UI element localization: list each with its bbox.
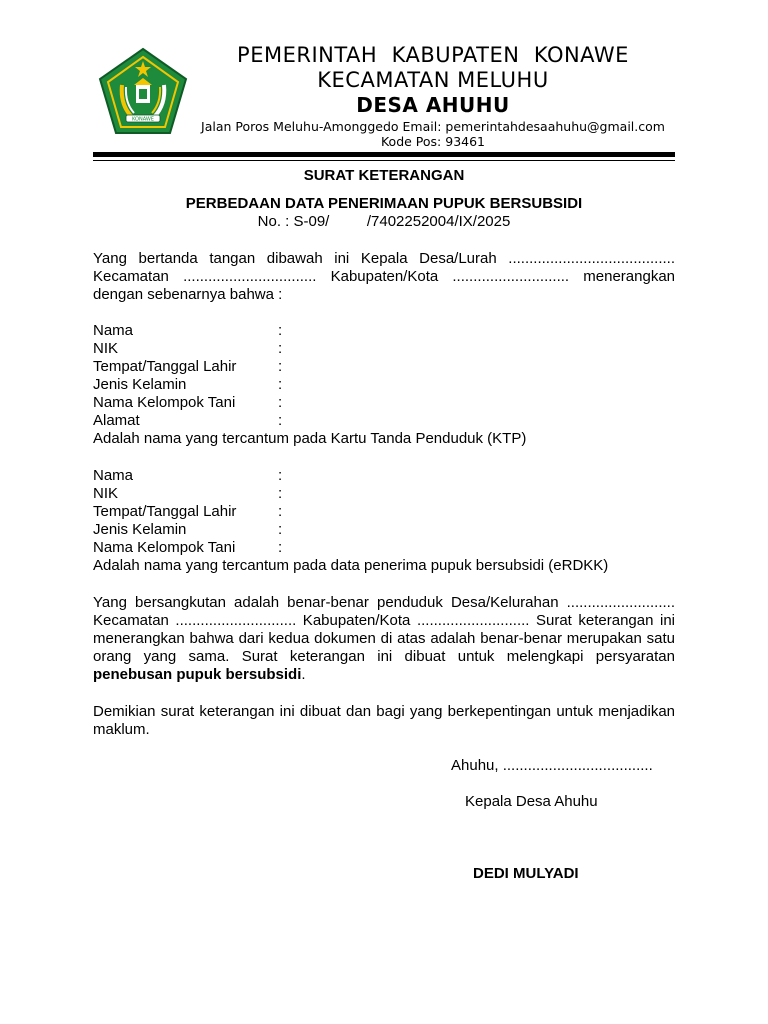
statement-bold: penebusan pupuk bersubsidi: [93, 666, 302, 683]
field-label: NIK: [93, 485, 119, 502]
closing-paragraph: Demikian surat keterangan ini dibuat dan bagi yang berkepentingan untuk menjadikan maklum.: [93, 703, 675, 738]
letter-number: No. : S-09/ /7402252004/IX/2025: [257, 213, 511, 230]
section2-fields: [93, 467, 675, 575]
letterhead-divider-thin: [93, 160, 675, 161]
field-label: NIK: [93, 340, 119, 357]
letter-subject: PERBEDAAN DATA PENERIMAAN PUPUK BERSUBSIDI: [185, 195, 583, 212]
field-colon: :: [278, 394, 283, 411]
field-row: [93, 340, 675, 358]
statement-end: .: [301, 666, 306, 683]
field-label: Tempat/Tanggal Lahir: [93, 358, 237, 375]
field-row: [93, 322, 675, 340]
field-row: [93, 485, 675, 503]
field-label: Jenis Kelamin: [93, 521, 187, 538]
field-label: Nama Kelompok Tani: [93, 394, 236, 411]
field-colon: :: [278, 467, 283, 484]
letterhead-divider-thick: [93, 152, 675, 157]
field-colon: :: [278, 358, 283, 375]
letterhead: [190, 43, 676, 149]
village-name: DESA AHUHU: [356, 93, 510, 117]
field-row: [93, 376, 675, 394]
district-name: KECAMATAN MELUHU: [317, 68, 549, 92]
field-colon: :: [278, 521, 283, 538]
field-row: [93, 412, 675, 430]
section1-note: Adalah nama yang tercantum pada Kartu Tanda Penduduk (KTP): [93, 430, 527, 447]
field-row: [93, 539, 675, 557]
statement-paragraph: [93, 594, 675, 684]
field-colon: :: [278, 322, 283, 339]
field-colon: :: [278, 539, 283, 556]
signer-position: Kepala Desa Ahuhu: [465, 793, 598, 810]
field-label: Nama Kelompok Tani: [93, 539, 236, 556]
signer-name: DEDI MULYADI: [473, 865, 579, 882]
intro-paragraph: Yang bertanda tangan dibawah ini Kepala Desa/Lurah ........................................ Kecamatan ................................ Kabupaten/Kota ............................ menerangkan dengan sebenarnya bahwa :: [93, 250, 675, 303]
letter-title: SURAT KETERANGAN: [303, 167, 465, 184]
field-colon: :: [278, 503, 283, 520]
government-name: PEMERINTAH KABUPATEN KONAWE: [237, 43, 629, 67]
konawe-logo: [98, 47, 188, 135]
field-row: [93, 394, 675, 412]
field-label: Nama: [93, 467, 134, 484]
field-label: Jenis Kelamin: [93, 376, 187, 393]
field-colon: :: [278, 412, 283, 429]
postal-code: Kode Pos: 93461: [380, 134, 486, 149]
field-label: Nama: [93, 322, 134, 339]
place-date: Ahuhu, ....................................: [451, 757, 653, 774]
field-colon: :: [278, 485, 283, 502]
address-line: Jalan Poros Meluhu-Amonggedo Email: pemerintahdesaahuhu@gmail.com: [201, 119, 665, 134]
field-label: Alamat: [93, 412, 140, 429]
field-row: [93, 467, 675, 485]
logo-banner-text: KONAWE: [132, 116, 154, 123]
field-colon: :: [278, 376, 283, 393]
field-colon: :: [278, 340, 283, 357]
field-row: [93, 358, 675, 376]
statement-text: Yang bersangkutan adalah benar-benar penduduk Desa/Kelurahan .......................... Kecamatan ............................. Kabupaten/Kota ........................... Surat keterangan ini menerangkan bahwa dari kedua dokumen di atas adalah benar-benar merupakan satu orang yang sama. Surat keterangan ini dibuat untuk melengkapi persyaratan: [93, 594, 675, 665]
field-row: [93, 521, 675, 539]
section1-fields: [93, 322, 675, 448]
field-row: [93, 503, 675, 521]
section2-note: Adalah nama yang tercantum pada data penerima pupuk bersubsidi (eRDKK): [93, 557, 609, 574]
field-label: Tempat/Tanggal Lahir: [93, 503, 237, 520]
